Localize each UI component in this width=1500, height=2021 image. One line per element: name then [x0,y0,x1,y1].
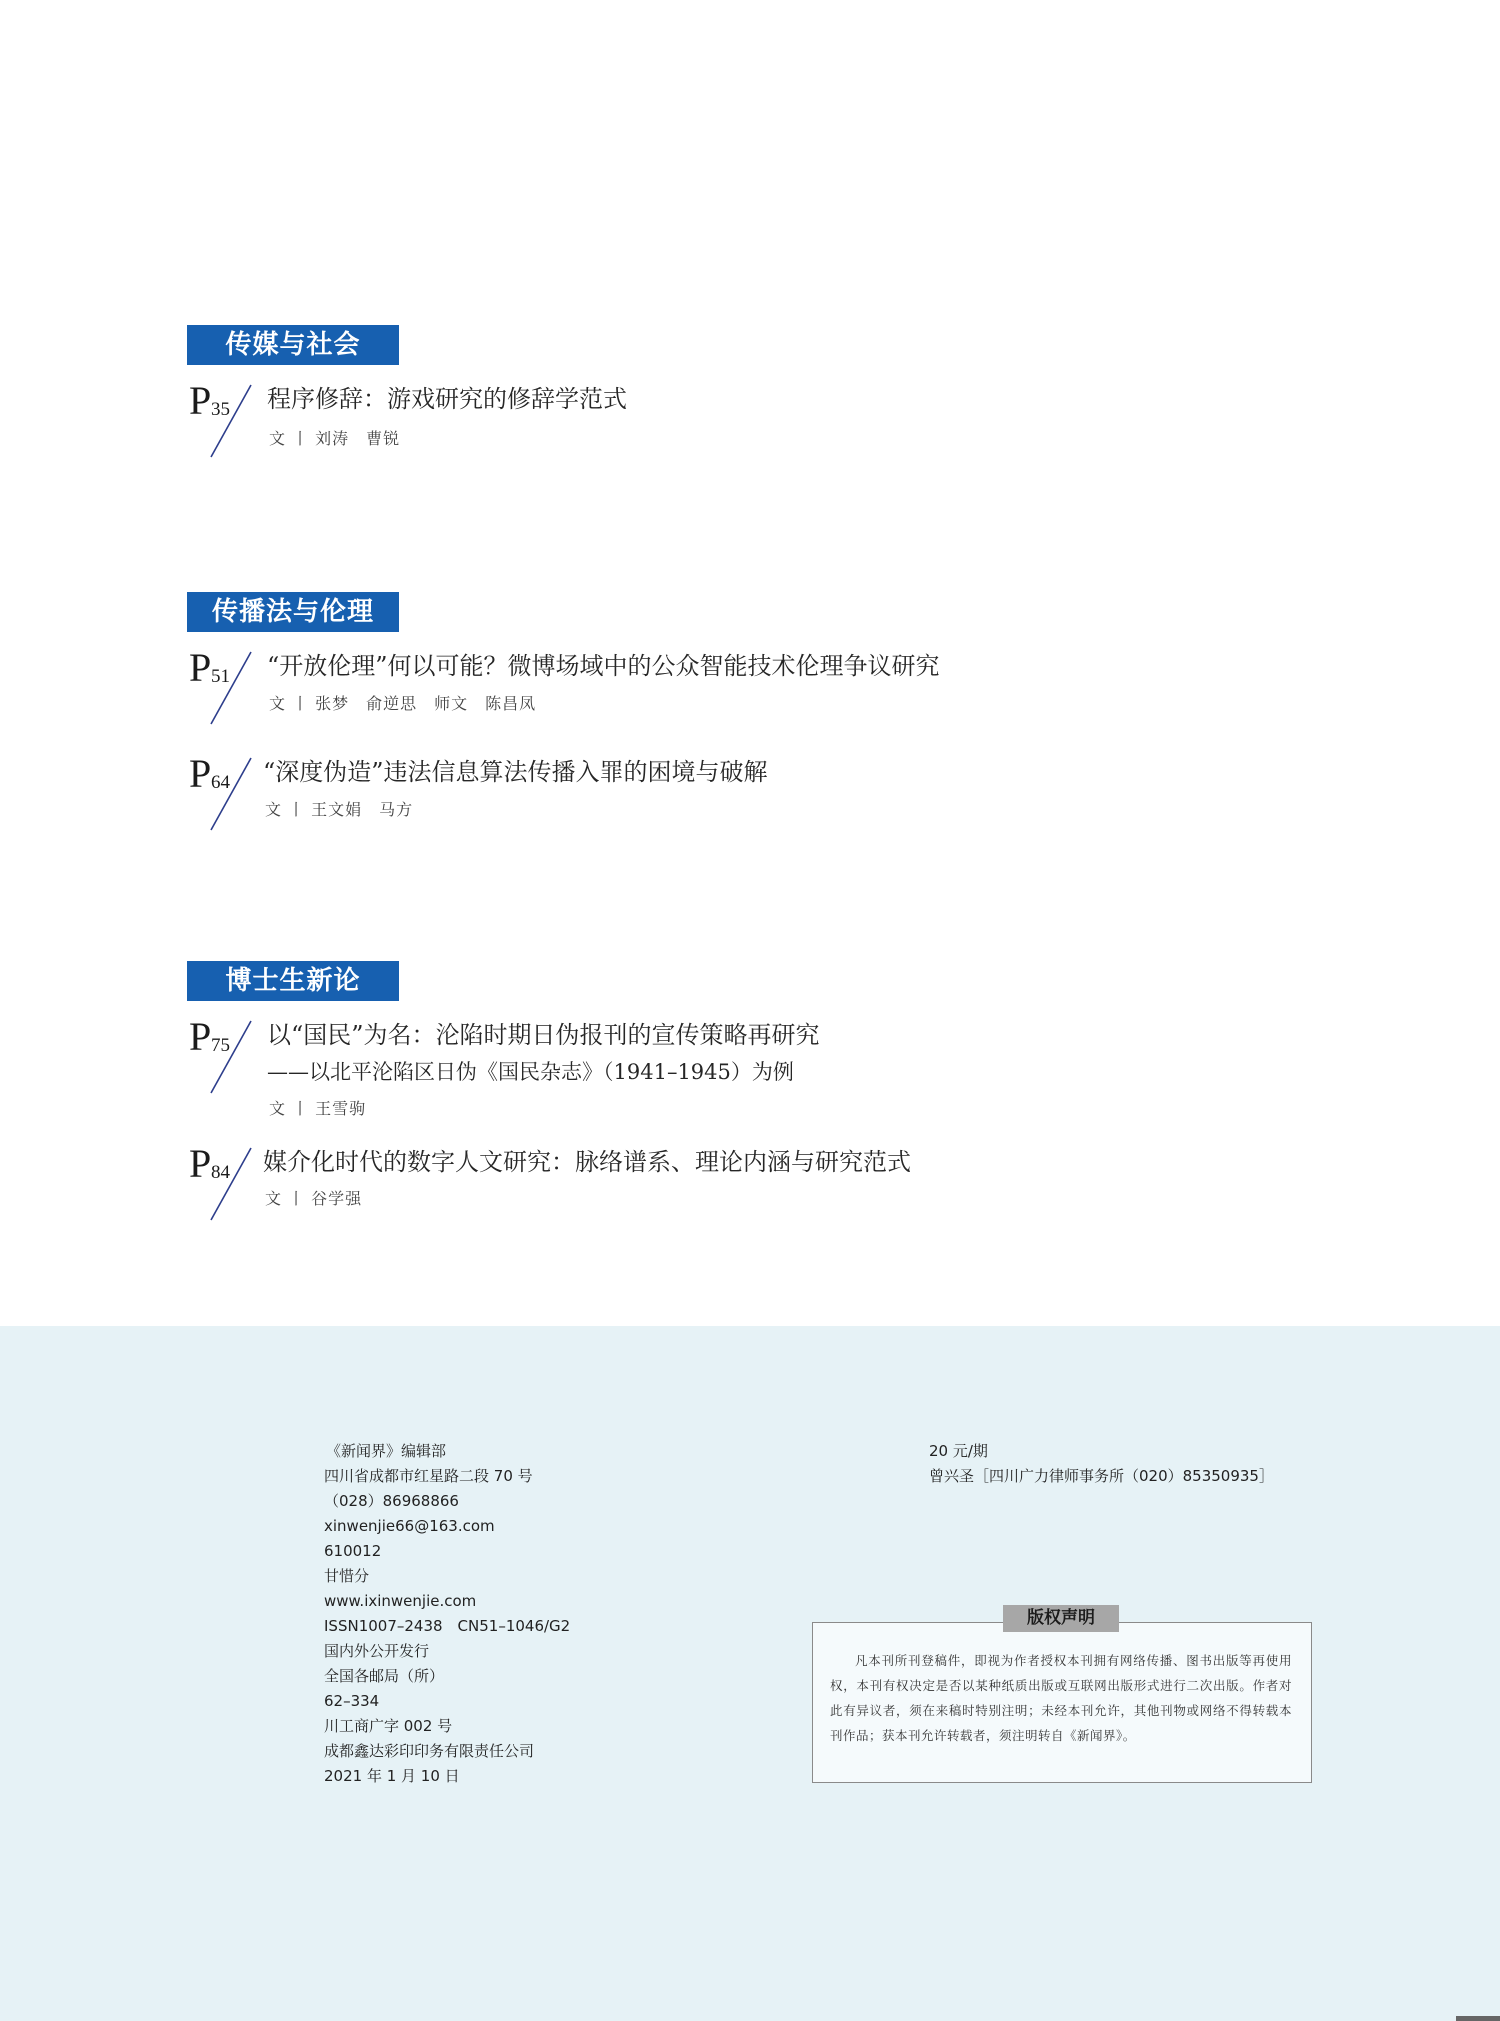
article-title[interactable]: 媒介化时代的数字人文研究：脉络谱系、理论内涵与研究范式 [263,1148,911,1176]
info-value: 《新闻界》编辑部 [326,1442,447,1460]
info-value: 全国各邮局（所） [324,1667,445,1685]
article-author: 文 丨 王雪驹 [269,1099,367,1118]
article-author: 文 丨 刘涛 曹锐 [269,429,401,448]
info-value: 国内外公开发行 [324,1642,430,1660]
slash-icon [187,1146,257,1236]
article-author: 文 丨 张梦 俞逆思 师文 陈昌凤 [269,694,537,713]
copyright-text: 凡本刊所刊登稿件，即视为作者授权本刊拥有网络传播、图书出版等再使用权，本刊有权决定是否以某种纸质出版或互联网出版形式进行二次出版。作者对此有异议者，须在来稿时特别注明；未经本刊允许，其他刊物或网络不得转载本刊作品；获本刊允许转载者，须注明转自《新闻界》。 [830,1653,1292,1743]
info-value: 曾兴圣［四川广力律师事务所（020）85350935］ [929,1467,1274,1485]
info-value: ISSN1007–2438 CN51–1046/G2 [324,1617,571,1635]
article-author: 文 丨 王文娟 马方 [265,800,414,819]
info-value: 20 元/期 [929,1442,988,1460]
article-title[interactable]: 程序修辞：游戏研究的修辞学范式 [267,385,627,413]
info-value: 62–334 [324,1692,380,1710]
article-title[interactable]: “深度伪造”违法信息算法传播入罪的困境与破解 [263,758,768,786]
article-title[interactable]: “开放伦理”何以可能？微博场域中的公众智能技术伦理争议研究 [267,652,940,680]
article-title[interactable]: 以“国民”为名：沦陷时期日伪报刊的宣传策略再研究 [267,1021,820,1049]
slash-icon [187,1019,257,1109]
section-tag-law-ethics: 传播法与伦理 [187,592,399,632]
info-value: www.ixinwenjie.com [324,1592,477,1610]
info-value: 四川省成都市红星路二段 70 号 [324,1467,533,1485]
slash-icon [187,756,257,846]
page-number: P 64 [187,756,257,836]
page-number: P 51 [187,650,257,730]
corner-bar [1456,2016,1500,2021]
info-value: 成都鑫达彩印印务有限责任公司 [324,1742,535,1760]
info-value: 610012 [324,1542,382,1560]
slash-icon [187,650,257,740]
info-value: 甘惜分 [324,1567,370,1585]
page-number: P 84 [187,1146,257,1226]
info-value: 川工商广字 002 号 [324,1717,453,1735]
page-number: P 35 [187,383,257,463]
article-subtitle: ——以北平沦陷区日伪《国民杂志》（1941–1945）为例 [267,1060,794,1084]
info-value: xinwenjie66@163.com [324,1517,495,1535]
section-tag-media-society: 传媒与社会 [187,325,399,365]
article-author: 文 丨 谷学强 [265,1189,363,1208]
section-tag-doctoral: 博士生新论 [187,961,399,1001]
info-value: 2021 年 1 月 10 日 [324,1767,460,1785]
copyright-title: 版权声明 [1003,1605,1119,1632]
page-number: P 75 [187,1019,257,1099]
slash-icon [187,383,257,473]
info-value: （028）86968866 [324,1492,459,1510]
